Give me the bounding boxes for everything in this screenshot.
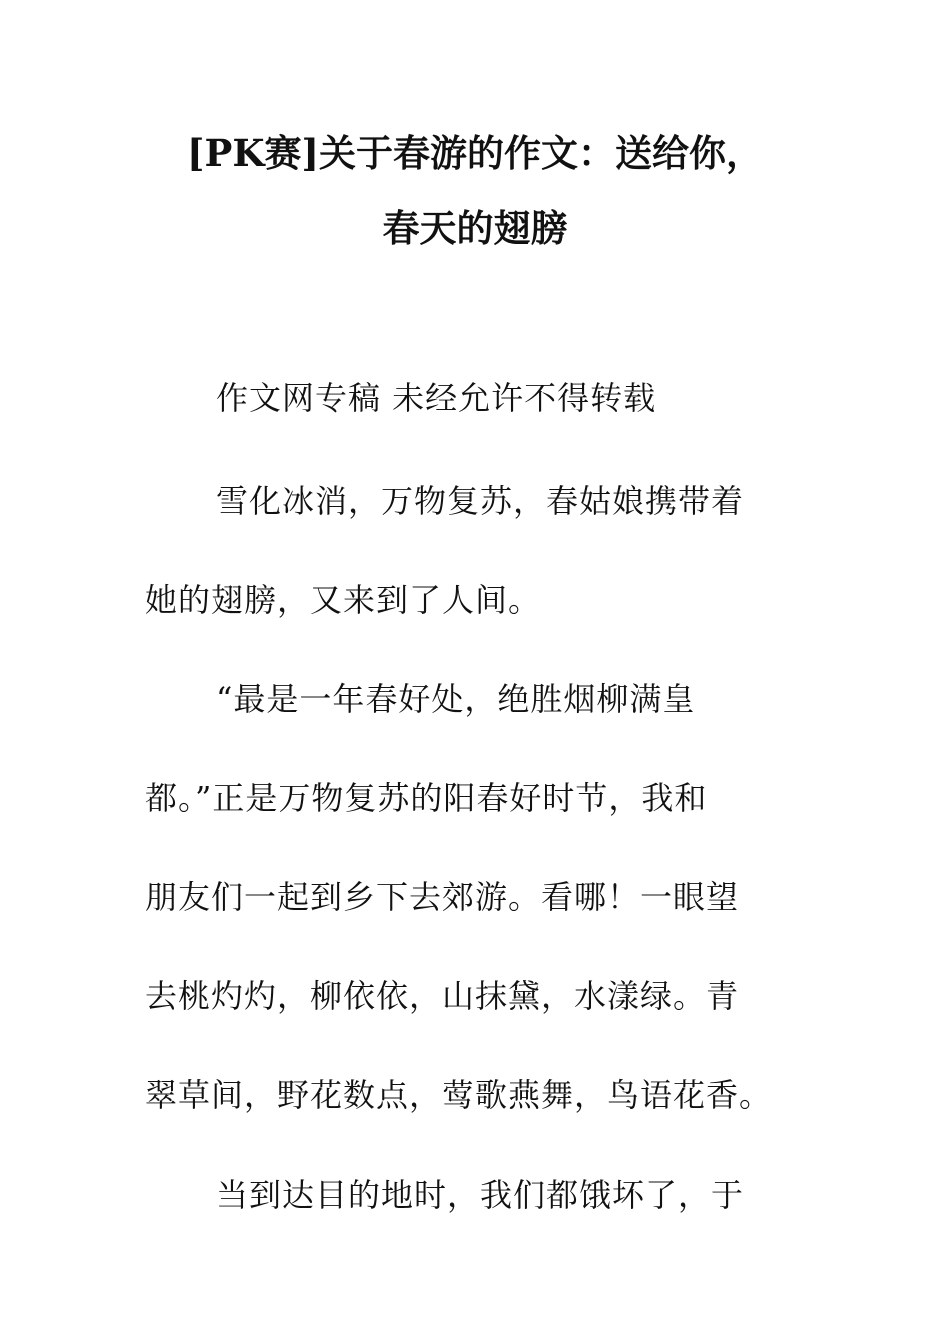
paragraph-line: 当到达目的地时，我们都饿坏了，于 [216, 1176, 745, 1214]
paragraph-line: 她的翅膀，又来到了人间。 [145, 581, 542, 619]
paragraph-line: “最是一年春好处，绝胜烟柳满皇 [216, 680, 696, 718]
byline-notice: 作文网专稿 未经允许不得转载 [216, 379, 657, 417]
document-title-line-1: [PK赛]关于春游的作文：送给你， [187, 131, 763, 175]
paragraph-line: 翠草间，野花数点，莺歌燕舞，鸟语花香。 [145, 1076, 773, 1114]
paragraph-line: 去桃灼灼，柳依依，山抹黛，水漾绿。青 [145, 977, 740, 1015]
paragraph-line: 朋友们一起到乡下去郊游。看哪！一眼望 [145, 878, 740, 916]
paragraph-line: 雪化冰消，万物复苏，春姑娘携带着 [216, 482, 745, 520]
paragraph-line: 都。”正是万物复苏的阳春好时节，我和 [145, 779, 708, 817]
document-title-line-2: 春天的翅膀 [382, 206, 568, 250]
